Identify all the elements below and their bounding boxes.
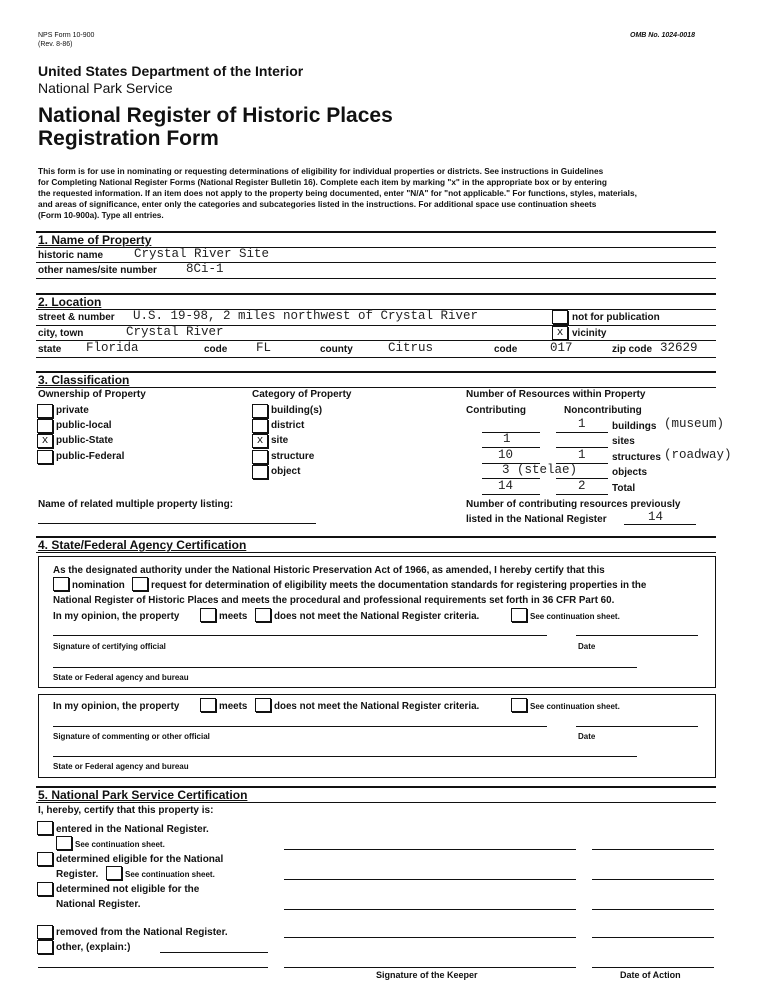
other-names-field[interactable]: 8Ci-1	[186, 262, 224, 276]
signature-line[interactable]	[284, 937, 576, 938]
county-code-label: code	[494, 344, 518, 355]
determined-not-eligible-label: determined not eligible for the	[56, 884, 200, 895]
meets-checkbox[interactable]	[200, 608, 216, 622]
determined-eligible-label: determined eligible for the National	[56, 854, 224, 865]
does-not-meet-label: does not meet the National Register criteria.	[274, 611, 480, 622]
determined-not-eligible-label-2: National Register.	[56, 899, 141, 910]
county-label: county	[320, 344, 353, 355]
nomination-checkbox[interactable]	[53, 577, 69, 591]
previously-listed-field[interactable]: 14	[648, 510, 664, 524]
signature-certifying-label: Signature of certifying official	[53, 642, 166, 651]
state-field[interactable]: Florida	[86, 341, 139, 355]
service-heading: National Park Service	[38, 80, 173, 96]
date-line[interactable]	[592, 967, 714, 968]
street-label: street & number	[38, 312, 115, 323]
date-label: Date	[578, 642, 596, 651]
structures-note: (roadway)	[664, 448, 732, 462]
objects-contributing[interactable]: 3 (stelae)	[502, 463, 578, 477]
rule	[36, 802, 716, 803]
contributing-heading: Contributing	[466, 405, 526, 416]
agency-line[interactable]	[53, 756, 637, 757]
does-not-meet-checkbox[interactable]	[255, 608, 271, 622]
buildings-note: (museum)	[664, 417, 725, 431]
buildings-row-label: buildings	[612, 421, 657, 432]
private-checkbox[interactable]	[37, 404, 53, 418]
keeper-signature-label: Signature of the Keeper	[376, 970, 478, 980]
historic-name-label: historic name	[38, 250, 104, 261]
buildings-noncontributing[interactable]: 1	[578, 417, 586, 431]
resources-heading: Number of Resources within Property	[466, 389, 646, 400]
ownership-heading: Ownership of Property	[38, 389, 146, 400]
other-names-label: other names/site number	[38, 265, 157, 276]
rule	[624, 524, 696, 525]
state-label: state	[38, 344, 62, 355]
total-row-label: Total	[612, 483, 636, 494]
vicinity-checkbox[interactable]: x	[552, 326, 568, 340]
total-contributing[interactable]: 14	[498, 479, 514, 493]
meets-label: meets	[219, 611, 248, 622]
buildings-label: building(s)	[271, 405, 323, 416]
nomination-label: nomination	[72, 580, 125, 591]
public-state-label: public-State	[56, 435, 114, 446]
signature-commenting-label: Signature of commenting or other official	[53, 732, 210, 741]
opinion-label-2: In my opinion, the property	[53, 701, 180, 712]
rule	[36, 552, 716, 553]
section-divider	[36, 371, 716, 373]
certification-text-3: National Register of Historic Places and meets the procedural and professional requirements set forth in 36 CFR Part 60.	[53, 595, 615, 606]
continuation-checkbox-2[interactable]	[511, 698, 527, 712]
previously-listed-label: Number of contributing resources previously	[466, 499, 681, 510]
object-label: object	[271, 466, 301, 477]
district-label: district	[271, 420, 305, 431]
removed-checkbox[interactable]	[37, 925, 53, 939]
other-explain-line[interactable]	[160, 952, 268, 953]
date-of-action-label: Date of Action	[620, 970, 681, 980]
rule	[36, 387, 716, 388]
zip-label: zip code	[612, 344, 653, 355]
contributing-line	[482, 432, 540, 433]
street-field[interactable]: U.S. 19-98, 2 miles northwest of Crystal River	[133, 309, 479, 323]
rule	[36, 357, 716, 358]
page-title: National Register of Historic Places	[38, 104, 393, 127]
instructions-line: for Completing National Register Forms (National Register Bulletin 16). Complete each item by marking "x" in the appropriate box or by entering	[38, 177, 607, 187]
site-label: site	[271, 435, 289, 446]
department-heading: United States Department of the Interior	[38, 63, 304, 79]
date-line[interactable]	[592, 909, 714, 910]
does-not-meet-checkbox-2[interactable]	[255, 698, 271, 712]
related-listing-label: Name of related multiple property listing:	[38, 499, 234, 510]
object-checkbox[interactable]	[252, 465, 268, 479]
public-local-label: public-local	[56, 420, 112, 431]
does-not-meet-label-2: does not meet the National Register criteria.	[274, 701, 480, 712]
determined-eligible-checkbox[interactable]	[37, 852, 53, 866]
public-local-checkbox[interactable]	[37, 419, 53, 433]
signature-line[interactable]	[284, 849, 576, 850]
form-revision: (Rev. 8-86)	[38, 41, 73, 48]
section-3-title: 3. Classification	[38, 373, 130, 387]
form-number: NPS Form 10-900	[38, 32, 95, 39]
private-label: private	[56, 405, 89, 416]
rule	[36, 278, 716, 279]
structures-contributing[interactable]: 10	[498, 448, 514, 462]
total-noncontributing[interactable]: 2	[578, 479, 586, 493]
public-state-checkbox[interactable]: x	[37, 434, 53, 448]
contributing-line	[482, 494, 540, 495]
continuation-label-3: See continuation sheet.	[75, 840, 165, 849]
county-field[interactable]: Citrus	[388, 341, 434, 355]
historic-name-field[interactable]: Crystal River Site	[134, 247, 270, 261]
instructions	[38, 166, 637, 221]
date-line[interactable]	[576, 726, 698, 727]
signature-line[interactable]	[284, 879, 576, 880]
district-checkbox[interactable]	[252, 419, 268, 433]
request-determination-label: request for determination of eligibility meets the documentation standards for registering properties in the	[151, 580, 647, 591]
structures-noncontributing[interactable]: 1	[578, 448, 586, 462]
continuation-label-2: See continuation sheet.	[530, 702, 620, 711]
instructions-line: This form is for use in nominating or requesting determinations of eligibility for individual properties or districts. See instructions in Guidelines	[38, 166, 604, 176]
continuation-checkbox-3[interactable]	[56, 836, 72, 850]
meets-label-2: meets	[219, 701, 248, 712]
not-for-publication-label: not for publication	[572, 312, 660, 323]
instructions-line: the requested information. If an item does not apply to the property being documented, enter "N/A" for "not applicable." For functions, styles, materials,	[38, 188, 637, 198]
sites-contributing[interactable]: 1	[503, 432, 511, 446]
section-divider	[36, 293, 716, 295]
omb-number: OMB No. 1024-0018	[630, 32, 695, 39]
noncontributing-line	[556, 494, 608, 495]
instructions-line: (Form 10-900a). Type all entries.	[38, 210, 164, 220]
continuation-label-4: See continuation sheet.	[125, 870, 215, 879]
rule	[36, 262, 716, 263]
agency-bureau-label-2: State or Federal agency and bureau	[53, 762, 189, 771]
buildings-checkbox[interactable]	[252, 404, 268, 418]
removed-label: removed from the National Register.	[56, 927, 228, 938]
previously-listed-label-2: listed in the National Register	[466, 514, 607, 525]
certify-label: I, hereby, certify that this property is:	[38, 805, 214, 816]
opinion-label: In my opinion, the property	[53, 611, 180, 622]
state-code-label: code	[204, 344, 228, 355]
city-label: city, town	[38, 328, 84, 339]
date-line[interactable]	[592, 937, 714, 938]
objects-row-label: objects	[612, 467, 648, 478]
signature-line[interactable]	[284, 909, 576, 910]
structure-label: structure	[271, 451, 315, 462]
category-heading: Category of Property	[252, 389, 352, 400]
meets-checkbox-2[interactable]	[200, 698, 216, 712]
entered-label: entered in the National Register.	[56, 824, 209, 835]
request-determination-checkbox[interactable]	[132, 577, 148, 591]
date-line[interactable]	[592, 849, 714, 850]
sites-row-label: sites	[612, 436, 635, 447]
county-code-field[interactable]: 017	[550, 341, 573, 355]
section-2-title: 2. Location	[38, 295, 102, 309]
public-federal-checkbox[interactable]	[37, 450, 53, 464]
date-label-2: Date	[578, 732, 596, 741]
signature-line[interactable]	[53, 726, 547, 727]
continuation-checkbox[interactable]	[511, 608, 527, 622]
site-checkbox[interactable]: x	[252, 434, 268, 448]
agency-line[interactable]	[53, 667, 637, 668]
structures-row-label: structures	[612, 452, 661, 463]
section-4-title: 4. State/Federal Agency Certification	[38, 538, 247, 552]
public-federal-label: public-Federal	[56, 451, 125, 462]
noncontributing-line	[556, 432, 608, 433]
page-subtitle: Registration Form	[38, 127, 219, 150]
instructions-line: and areas of significance, enter only the categories and subcategories listed in the instructions. For additional space use continuation sheets	[38, 199, 597, 209]
date-line[interactable]	[576, 635, 698, 636]
other-checkbox[interactable]	[37, 940, 53, 954]
certification-text: As the designated authority under the National Historic Preservation Act of 1966, as amended, I hereby certify that this	[53, 565, 605, 576]
section-5-title: 5. National Park Service Certification	[38, 788, 248, 802]
signature-line[interactable]	[53, 635, 547, 636]
other-label: other, (explain:)	[56, 942, 131, 953]
structure-checkbox[interactable]	[252, 450, 268, 464]
state-code-field[interactable]: FL	[256, 341, 272, 355]
signature-line[interactable]	[284, 967, 576, 968]
continuation-checkbox-4[interactable]	[106, 866, 122, 880]
zip-field[interactable]: 32629	[660, 341, 698, 355]
other-explain-line-2[interactable]	[38, 967, 268, 968]
date-line[interactable]	[592, 879, 714, 880]
entered-checkbox[interactable]	[37, 821, 53, 835]
determined-eligible-label-2: Register.	[56, 869, 99, 880]
vicinity-label: vicinity	[572, 328, 607, 339]
agency-bureau-label: State or Federal agency and bureau	[53, 673, 189, 682]
determined-not-eligible-checkbox[interactable]	[37, 882, 53, 896]
continuation-label: See continuation sheet.	[530, 612, 620, 621]
not-for-publication-checkbox[interactable]	[552, 310, 568, 324]
noncontributing-heading: Noncontributing	[564, 405, 642, 416]
city-field[interactable]: Crystal River	[126, 325, 224, 339]
related-listing-field[interactable]	[38, 523, 316, 524]
section-1-title: 1. Name of Property	[38, 233, 152, 247]
